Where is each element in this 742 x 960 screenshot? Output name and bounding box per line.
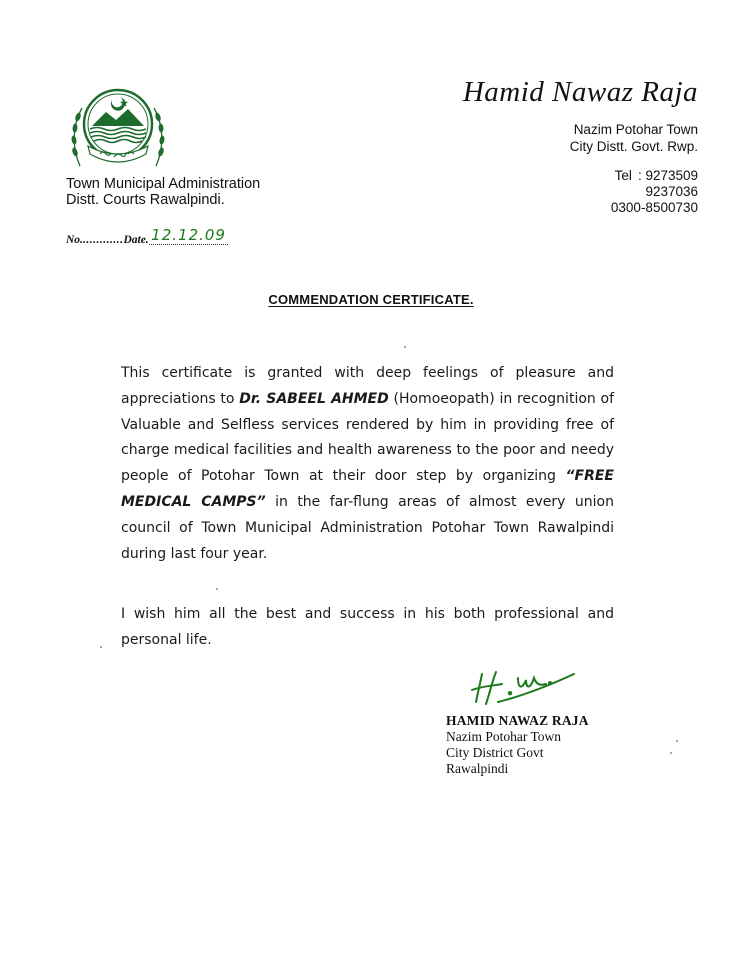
signatory-department: City District Govt [446,745,544,760]
certificate-body-paragraph [121,361,614,567]
closing-paragraph: I wish him all the best and success in his both professional and personal life. [121,606,614,648]
recipient-name: Dr. SABEEL AHMED [239,390,389,407]
body-text: (Homoeopath) in recognition of Valuable and Selfless services rendered by him in providing free of charge medical facilities and health awareness to the poor and needy people of Potohar Town at their door step by organizing [121,390,615,485]
organization-name: Town Municipal Administration [66,176,261,192]
letterhead-name: Hamid Nawaz Raja [462,76,698,108]
scan-speck [100,646,102,648]
certificate-heading: COMMENDATION CERTIFICATE. [268,292,474,307]
body-text: in the far-flung areas of almost every union council of Town Municipal Administration Potohar Town Rawalpindi during last four year. [121,493,614,562]
reference-date-label: Date [123,234,146,246]
telephone-label: Tel [614,168,632,183]
mobile-number: 0300-8500730 [610,200,698,215]
camp-name: “FREE MEDICAL CAMPS” [121,468,614,510]
signatory-name: HAMID NAWAZ RAJA [446,713,589,728]
handwritten-signature [468,660,580,708]
scan-speck [676,740,678,742]
reference-date-value: 12.12.09 [151,226,226,244]
telephone-number: : 9273509 [637,168,698,183]
organization-address: Distt. Courts Rawalpindi. [66,192,225,208]
body-text: This certificate is granted with deep feelings of pleasure and appreciations to [121,365,614,407]
telephone-number: 9237036 [645,184,698,199]
scan-speck [670,752,672,754]
reference-no-label: No. [66,234,83,246]
scan-speck [216,588,218,590]
signatory-title: Nazim Potohar Town [446,729,562,744]
government-seal-emblem [66,82,170,174]
letterhead-department: City Distt. Govt. Rwp. [569,139,698,154]
reference-line: No.............Date. 12.12.09 [66,226,226,246]
signatory-city: Rawalpindi [446,761,509,776]
scan-speck [404,346,406,348]
telephone-block [611,168,698,216]
letterhead-title: Nazim Potohar Town [573,122,698,137]
